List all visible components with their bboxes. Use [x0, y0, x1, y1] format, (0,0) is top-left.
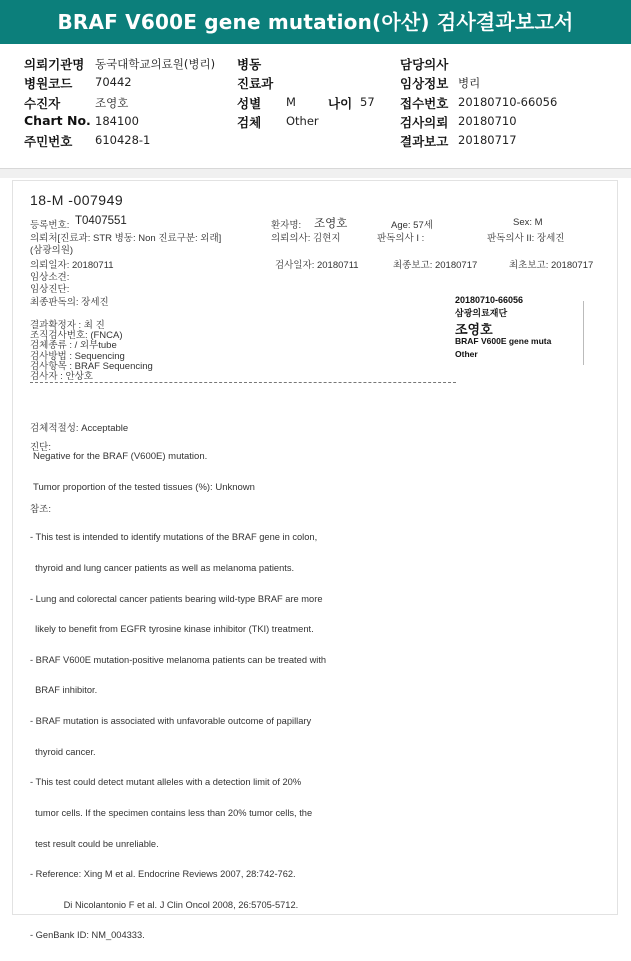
chart-no-value: 184100: [95, 114, 139, 128]
department-label: 진료과: [237, 76, 274, 91]
notes-line: - This test could detect mutant alleles with a detection limit of 20%: [30, 777, 302, 788]
sex-value: M: [286, 95, 296, 109]
requesting-doctor: 의뢰의사: 김현지: [271, 233, 341, 244]
notes-list: [30, 512, 326, 961]
test-method: 검사방법 : Sequencing: [30, 351, 125, 362]
reg-number: T0407551: [75, 215, 127, 227]
notes-line: - Reference: Xing M et al. Endocrine Reviews 2007, 28:742-762.: [30, 869, 296, 880]
dashed-divider: [30, 382, 456, 383]
notes-line: - Lung and colorectal cancer patients bearing wild-type BRAF are more: [30, 593, 323, 604]
stamp-org: 삼광의료재단: [455, 308, 508, 318]
accession-number: 18-M -007949: [30, 192, 124, 208]
patient-name: 조영호: [314, 218, 348, 230]
receipt-no-value: 20180710-66056: [458, 95, 558, 109]
tester: 검사자 : 안상호: [30, 371, 93, 382]
hospital-code-value: 70442: [95, 75, 132, 89]
requester-info: 의뢰처[진료과: STR 병동: Non 진료구분: 외래]: [30, 233, 222, 244]
final-reader: 최종판독의: 장세진: [30, 297, 109, 308]
lab-stamp: [453, 291, 589, 369]
tumor-proportion: Tumor proportion of the tested tissues (%): Unknown: [33, 482, 255, 493]
notes-line: - This test is intended to identify mutations of the BRAF gene in colon,: [30, 532, 318, 543]
receipt-no-label: 접수번호: [400, 96, 449, 111]
notes-line: BRAF inhibitor.: [30, 685, 98, 696]
stamp-name: 조영호: [455, 322, 493, 337]
stamp-specimen: Other: [455, 349, 478, 359]
test-item: 검사항목 : BRAF Sequencing: [30, 361, 153, 372]
diagnosis-text: Negative for the BRAF (V600E) mutation.: [33, 451, 208, 462]
notes-line: - BRAF V600E mutation-positive melanoma patients can be treated with: [30, 654, 327, 665]
specimen-adequacy: 검체적절성: Acceptable: [30, 423, 129, 434]
final-report-date: 최종보고: 20180717: [393, 260, 478, 271]
clinic-name: (삼광의원): [30, 245, 74, 256]
stamp-number: 20180710-66056: [455, 295, 524, 305]
specimen-type: 검체종류 : / 외부tube: [30, 340, 117, 351]
first-report-date: 최초보고: 20180717: [509, 260, 594, 271]
clinical-findings: 임상소견:: [30, 272, 70, 283]
chart-no-label: Chart No.: [24, 113, 91, 128]
section-divider: [0, 168, 631, 178]
institution-value: 동국대학교의료원(병리): [95, 57, 216, 71]
sex-label: 성별: [237, 96, 262, 111]
notes-line: tumor cells. If the specimen contains less than 20% tumor cells, the: [30, 807, 313, 818]
patient-name-label: 환자명:: [271, 220, 302, 231]
clinical-diagnosis: 임상진단:: [30, 284, 70, 295]
age-value: 57: [360, 95, 375, 109]
doctor-label: 담당의사: [400, 57, 449, 72]
report-date-value: 20180717: [458, 133, 517, 147]
specimen-value: Other: [286, 114, 319, 128]
notes-line: test result could be unreliable.: [30, 838, 159, 849]
tissue-number: 조직검사번호: (FNCA): [30, 330, 123, 341]
clinical-info-value: 병리: [458, 76, 481, 90]
report-sex: Sex: M: [513, 217, 543, 228]
request-date-label: 검사의뢰: [400, 115, 449, 130]
age-label: 나이: [328, 96, 353, 111]
result-verifier: 결과확정자 : 최 진: [30, 320, 105, 331]
notes-line: likely to benefit from EGFR tyrosine kinase inhibitor (TKI) treatment.: [30, 624, 314, 635]
stamp-edge: [583, 301, 584, 365]
notes-line: - BRAF mutation is associated with unfavorable outcome of papillary: [30, 716, 312, 727]
hospital-code-label: 병원코드: [24, 76, 73, 91]
notes-line: thyroid and lung cancer patients as well as melanoma patients.: [30, 563, 295, 574]
institution-label: 의뢰기관명: [24, 57, 85, 72]
scanned-report: [12, 180, 618, 941]
request-date: 의뢰일자: 20180711: [30, 260, 114, 271]
notes-line: - GenBank ID: NM_004333.: [30, 930, 145, 941]
reader-two: 판독의사 II: 장세진: [487, 233, 565, 244]
report-title: BRAF V600E gene mutation(아산) 검사결과보고서: [0, 0, 631, 44]
resident-no-label: 주민번호: [24, 134, 73, 149]
patient-value: 조영호: [95, 96, 129, 110]
ward-label: 병동: [237, 57, 262, 72]
diagnosis-label: 진단:: [30, 442, 51, 453]
report-age: Age: 57세: [391, 220, 433, 231]
report-date-label: 결과보고: [400, 134, 449, 149]
notes-label: 참조:: [30, 504, 51, 515]
resident-no-value: 610428-1: [95, 133, 151, 147]
reader-one: 판독의사 I :: [377, 233, 425, 244]
reg-label: 등록번호:: [30, 220, 70, 231]
stamp-test: BRAF V600E gene muta: [455, 336, 552, 346]
notes-line: thyroid cancer.: [30, 746, 96, 757]
specimen-label: 검체: [237, 115, 262, 130]
report-header: [0, 46, 631, 166]
notes-line: Di Nicolantonio F et al. J Clin Oncol 2008, 26:5705-5712.: [30, 899, 299, 910]
test-date: 검사일자: 20180711: [275, 260, 359, 271]
request-date-value: 20180710: [458, 114, 517, 128]
clinical-info-label: 임상정보: [400, 76, 449, 91]
patient-label: 수진자: [24, 96, 61, 111]
